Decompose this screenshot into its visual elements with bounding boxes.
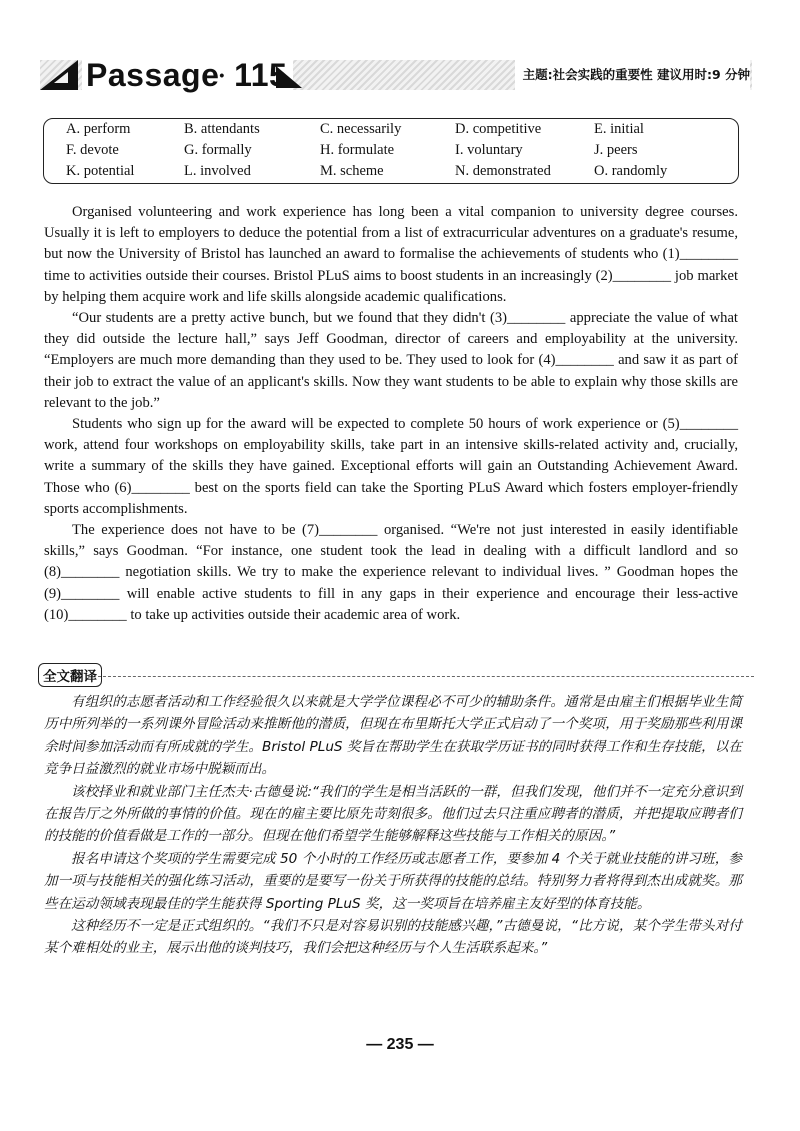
passage-paragraph-1: Organised volunteering and work experience has long been a vital companion to university degree courses. Usually it is left to employers to deduce the potential from a list of extracurricular adventures on a graduate's resume, but now the University of Bristol has launched an award to formalise the achievements of students who (1)________ time to activities outside their courses. Bristol PLuS aims to boost students in an increasingly (2)________ job market by helping them acquire work and life skills alongside academic qualifications. (44, 204, 738, 305)
right-triangle-ornament (276, 66, 302, 88)
option-e: E. initial (594, 121, 644, 137)
passage-label: Passage (86, 57, 220, 93)
option-h: H. formulate (320, 142, 395, 158)
translation-paragraph-3: 报名申请这个奖项的学生需要完成 50 个小时的工作经历或志愿者工作，要参加 4 个关于就业技能的讲习班，参加一项与技能相关的强化练习活动，重要的是要写一份关于所获得的技能的总结。特别努力者将得到杰出成就奖。那些在运动领域表现最佳的学生能获得 Sporting PLuS 奖，这一奖项旨在培养雇主友好型的体育技能。 (44, 850, 742, 912)
option-d: D. competitive (455, 121, 542, 137)
option-j: J. peers (594, 142, 638, 158)
topic-and-time: 主题:社会实践的重要性 建议用时:9 分钟 (515, 60, 750, 90)
option-b: B. attendants (184, 121, 260, 137)
translation-paragraph-1: 有组织的志愿者活动和工作经验很久以来就是大学学位课程必不可少的辅助条件。通常是由雇主们根据毕业生简历中所列举的一系列课外冒险活动来推断他的潜质，但现在布里斯托大学正式启动了一个奖项，用于奖励那些利用课余时间参加活动而有所成就的学生。Bristol PLuS 奖旨在帮助学生在获取学历证书的同时获得工作和生存技能，以在竞争日益激烈的就业市场中脱颖而出。 (44, 694, 742, 778)
option-a: A. perform (66, 121, 131, 137)
option-o: O. randomly (594, 163, 668, 179)
translation-paragraph-2: 该校择业和就业部门主任杰夫·古德曼说:“我们的学生是相当活跃的一群，但我们发现，他们并不一定充分意识到在报告厅之外所做的事情的价值。现在的雇主要比原先苛刻很多。他们过去只注重应聘者的潜质，并把提取应聘者们的技能的价值看做是工作的一部分。但现在他们希望学生能够解释这些技能与工作相关的原因。” (44, 783, 742, 845)
passage-paragraph-4: The experience does not have to be (7)________ organised. “We're not just interested in easily identifiable skills,” says Goodman. “For instance, one student took the lead in dealing with a difficult landlord and so (8)________ negotiation skills. We try to make the experience relevant to individual lives. ” Goodman hopes the (9)________ will enable active students to fill in any gaps in their experience and encourage their less-active (10)________ to take up activities outside their academic area of work. (44, 522, 738, 623)
option-c: C. necessarily (320, 121, 402, 137)
left-triangle-ornament-inner (54, 72, 68, 83)
translation-text (44, 691, 742, 960)
passage-number: 115 (234, 57, 288, 93)
option-l: L. involved (184, 163, 251, 179)
page-number: — 235 — (366, 1036, 434, 1053)
option-n: N. demonstrated (455, 163, 551, 179)
passage-title: Passage• 115 (82, 52, 293, 98)
passage-paragraph-3: Students who sign up for the award will be expected to complete 50 hours of work experience or (5)________ work, attend four workshops on employability skills, take part in an intensive skills-related activity and, crucially, write a summary of the skills they have gained. Exceptional efforts will gain an Outstanding Achievement Award. Those who (6)________ best on the sports field can take the Sporting PLuS Award which fosters employer-friendly sports accomplishments. (44, 416, 738, 517)
option-k: K. potential (66, 163, 135, 179)
option-i: I. voluntary (455, 142, 523, 158)
option-g: G. formally (184, 142, 252, 158)
option-m: M. scheme (320, 163, 384, 179)
passage-text (44, 202, 738, 626)
passage-header (40, 52, 752, 98)
word-bank (43, 118, 739, 184)
translation-label: 全文翻译 (38, 663, 102, 687)
passage-paragraph-2: “Our students are a pretty active bunch, but we found that they didn't (3)________ appreciate the value of what they did outside the lecture hall,” says Jeff Goodman, director of careers and employability at the university. “Employers are much more demanding than they used to be. They used to look for (4)________ and saw it as part of their job to extract the value of an applicant's skills. Now they want students to be able to explain why those skills are relevant to the job.” (44, 310, 738, 411)
section-divider (98, 676, 754, 677)
translation-paragraph-4: 这种经历不一定是正式组织的。“我们不只是对容易识别的技能感兴趣，”古德曼说，“比方说，某个学生带头对付某个难相处的业主，展示出他的谈判技巧，我们会把这种经历与个人生活联系起来。” (44, 918, 742, 957)
option-f: F. devote (66, 142, 119, 158)
